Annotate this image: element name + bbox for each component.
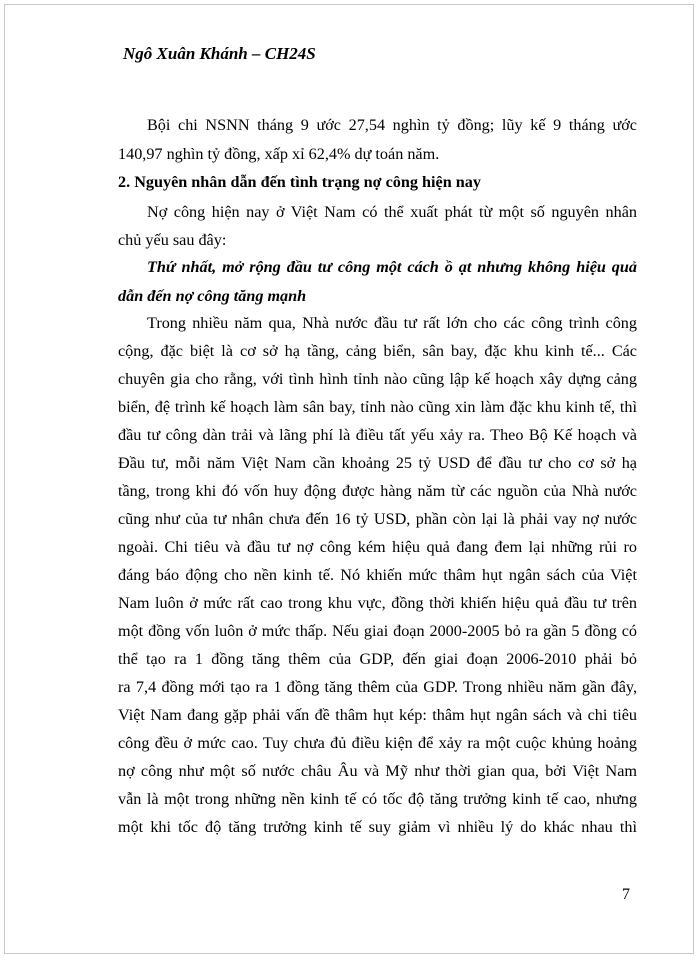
paragraph-line: một khi tốc độ tăng trưởng kinh tế suy giảm vì nhiều lý do khác nhau thì bbox=[118, 818, 637, 836]
paragraph-line: tầng, trong khi đó vốn huy động được hàng năm từ các nguồn của Nhà nước bbox=[118, 482, 637, 500]
page-header: Ngô Xuân Khánh – CH24S bbox=[123, 44, 316, 63]
paragraph-line: chủ yếu sau đây: bbox=[118, 231, 227, 249]
subheading-line: dẫn đến nợ công tăng mạnh bbox=[118, 287, 307, 305]
paragraph-line: Việt Nam đang gặp phải vấn đề thâm hụt kép: thâm hụt ngân sách và chi tiêu bbox=[118, 706, 637, 724]
paragraph-line: công đều ở mức cao. Tuy chưa đủ điều kiện để xảy ra một cuộc khủng hoảng bbox=[118, 734, 637, 752]
subheading-line: Thứ nhất, mở rộng đầu tư công một cách ồ ạt nhưng không hiệu quả bbox=[147, 258, 637, 276]
paragraph-line: chuyên gia cho rằng, với tình hình tỉnh nào cũng lập kế hoạch xây dựng cảng bbox=[118, 370, 637, 388]
paragraph-line: nợ công như một số nước châu Âu và Mỹ như thời gian qua, bởi Việt Nam bbox=[118, 762, 637, 780]
paragraph-line: vẫn là một trong những nền kinh tế có tốc độ tăng trưởng kinh tế cao, nhưng bbox=[118, 790, 637, 808]
paragraph-line: thể tạo ra 1 đồng tăng thêm của GDP, đến giai đoạn 2006-2010 phải bỏ bbox=[118, 650, 637, 668]
paragraph-line: đáng báo động cho nền kinh tế. Nó khiến mức thâm hụt ngân sách của Việt bbox=[118, 566, 637, 584]
paragraph-line: đầu tư công dàn trải và lãng phí là điều tất yếu xảy ra. Theo Bộ Kế hoạch và bbox=[118, 426, 637, 444]
paragraph-line: Nợ công hiện nay ở Việt Nam có thể xuất phát từ một số nguyên nhân bbox=[147, 203, 637, 221]
paragraph-line: Bội chi NSNN tháng 9 ước 27,54 nghìn tỷ đồng; lũy kế 9 tháng ước bbox=[147, 116, 637, 134]
paragraph-line: ra 7,4 đồng mới tạo ra 1 đồng tăng thêm của GDP. Trong nhiều năm gần đây, bbox=[118, 678, 637, 696]
paragraph-line: Đầu tư, mỗi năm Việt Nam cần khoảng 25 tỷ USD để đầu tư cho cơ sở hạ bbox=[118, 454, 637, 472]
paragraph-line: Trong nhiều năm qua, Nhà nước đầu tư rất lớn cho các công trình công bbox=[147, 314, 637, 332]
paragraph-line: một đồng vốn luôn ở mức thấp. Nếu giai đoạn 2000-2005 bỏ ra gần 5 đồng có bbox=[118, 622, 637, 640]
paragraph-line: ngoài. Chi tiêu và đầu tư nợ công kém hiệu quả đang đem lại những rủi ro bbox=[118, 538, 637, 556]
paragraph-line: 140,97 nghìn tỷ đồng, xấp xỉ 62,4% dự toán năm. bbox=[118, 145, 440, 163]
paragraph-line: cũng như của tư nhân chưa đến 16 tỷ USD, phần còn lại là phải vay nợ nước bbox=[118, 510, 637, 528]
paragraph-line: cộng, đặc biệt là cơ sở hạ tầng, cảng biển, sân bay, đặc khu kinh tế... Các bbox=[118, 342, 637, 360]
page-number: 7 bbox=[622, 886, 630, 903]
paragraph-line: Nam luôn ở mức rất cao trong khu vực, đồng thời khiến hiệu quả đầu tư trên bbox=[118, 594, 637, 612]
section-heading: 2. Nguyên nhân dẫn đến tình trạng nợ công hiện nay bbox=[118, 173, 481, 191]
paragraph-line: biển, đệ trình kế hoạch làm sân bay, tỉnh nào cũng xin làm đặc khu kinh tế, thì bbox=[118, 398, 637, 416]
